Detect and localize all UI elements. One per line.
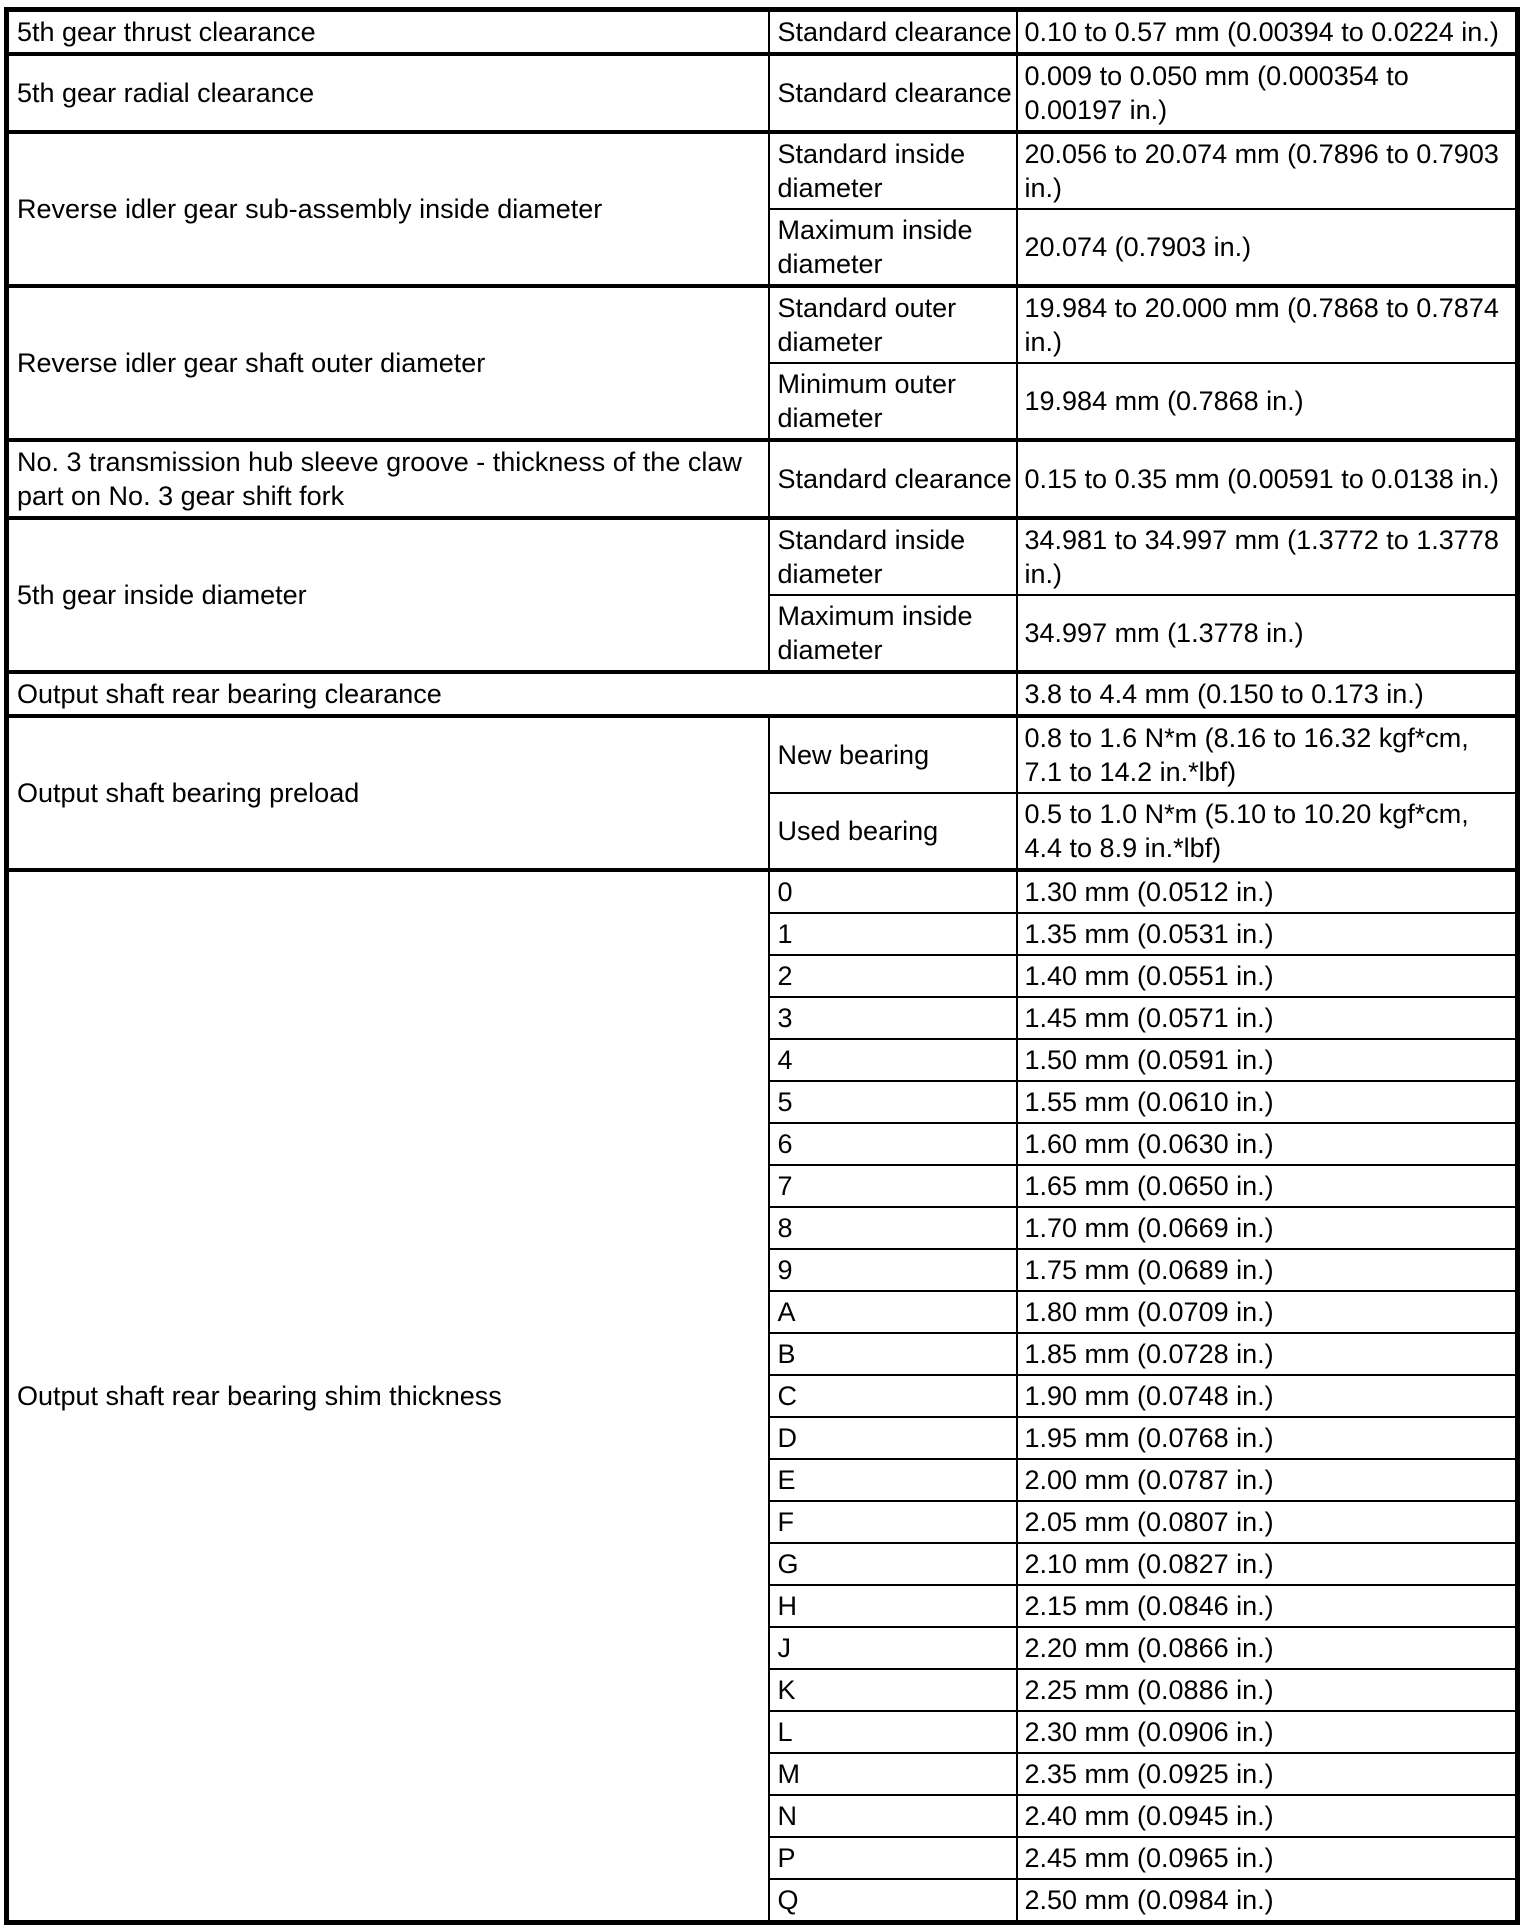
spec-condition-cell: L	[769, 1711, 1017, 1753]
spec-condition-cell: 9	[769, 1249, 1017, 1291]
spec-condition-cell: 3	[769, 997, 1017, 1039]
spec-value-cell: 2.20 mm (0.0866 in.)	[1017, 1627, 1518, 1669]
spec-value-cell: 1.90 mm (0.0748 in.)	[1017, 1375, 1518, 1417]
spec-condition-cell: C	[769, 1375, 1017, 1417]
specifications-table	[4, 7, 1520, 1925]
spec-condition-cell: K	[769, 1669, 1017, 1711]
spec-value-cell: 1.85 mm (0.0728 in.)	[1017, 1333, 1518, 1375]
spec-condition-cell: Standard clearance	[769, 54, 1017, 132]
spec-value-cell: 1.35 mm (0.0531 in.)	[1017, 913, 1518, 955]
spec-item-cell: No. 3 transmission hub sleeve groove - thickness of the claw part on No. 3 gear shift fork	[7, 440, 769, 518]
spec-value-cell: 2.45 mm (0.0965 in.)	[1017, 1837, 1518, 1879]
spec-value-cell: 2.50 mm (0.0984 in.)	[1017, 1879, 1518, 1923]
spec-value-cell: 34.997 mm (1.3778 in.)	[1017, 595, 1518, 672]
spec-row	[7, 518, 1518, 595]
spec-condition-cell: Used bearing	[769, 793, 1017, 870]
spec-row	[7, 672, 1518, 716]
spec-condition-cell: 1	[769, 913, 1017, 955]
spec-condition-cell: D	[769, 1417, 1017, 1459]
spec-value-cell: 2.30 mm (0.0906 in.)	[1017, 1711, 1518, 1753]
spec-value-cell: 0.10 to 0.57 mm (0.00394 to 0.0224 in.)	[1017, 10, 1518, 55]
spec-item-cell: 5th gear inside diameter	[7, 518, 769, 672]
spec-condition-cell: 5	[769, 1081, 1017, 1123]
spec-value-cell: 34.981 to 34.997 mm (1.3772 to 1.3778 in.)	[1017, 518, 1518, 595]
spec-condition-cell: 4	[769, 1039, 1017, 1081]
spec-row	[7, 54, 1518, 132]
spec-value-cell: 3.8 to 4.4 mm (0.150 to 0.173 in.)	[1017, 672, 1518, 716]
spec-value-cell: 0.009 to 0.050 mm (0.000354 to 0.00197 in.)	[1017, 54, 1518, 132]
spec-value-cell: 1.70 mm (0.0669 in.)	[1017, 1207, 1518, 1249]
spec-value-cell: 20.074 (0.7903 in.)	[1017, 209, 1518, 286]
spec-row	[7, 440, 1518, 518]
spec-value-cell: 0.8 to 1.6 N*m (8.16 to 16.32 kgf*cm, 7.1 to 14.2 in.*lbf)	[1017, 716, 1518, 793]
spec-condition-cell: P	[769, 1837, 1017, 1879]
spec-value-cell: 2.10 mm (0.0827 in.)	[1017, 1543, 1518, 1585]
spec-condition-cell: Standard clearance	[769, 440, 1017, 518]
spec-value-cell: 1.65 mm (0.0650 in.)	[1017, 1165, 1518, 1207]
spec-row	[7, 286, 1518, 363]
spec-value-cell: 1.40 mm (0.0551 in.)	[1017, 955, 1518, 997]
spec-condition-cell: E	[769, 1459, 1017, 1501]
spec-value-cell: 2.00 mm (0.0787 in.)	[1017, 1459, 1518, 1501]
spec-condition-cell: Minimum outer diameter	[769, 363, 1017, 440]
spec-condition-cell: Maximum inside diameter	[769, 595, 1017, 672]
spec-value-cell: 0.5 to 1.0 N*m (5.10 to 10.20 kgf*cm, 4.4 to 8.9 in.*lbf)	[1017, 793, 1518, 870]
spec-value-cell: 2.40 mm (0.0945 in.)	[1017, 1795, 1518, 1837]
spec-condition-cell: 8	[769, 1207, 1017, 1249]
spec-row	[7, 132, 1518, 209]
spec-condition-cell: A	[769, 1291, 1017, 1333]
spec-value-cell: 1.50 mm (0.0591 in.)	[1017, 1039, 1518, 1081]
spec-condition-cell: H	[769, 1585, 1017, 1627]
spec-condition-cell: Standard inside diameter	[769, 518, 1017, 595]
spec-condition-cell: Standard outer diameter	[769, 286, 1017, 363]
spec-item-cell: 5th gear radial clearance	[7, 54, 769, 132]
spec-condition-cell: 0	[769, 870, 1017, 913]
spec-condition-cell: Standard inside diameter	[769, 132, 1017, 209]
spec-value-cell: 2.25 mm (0.0886 in.)	[1017, 1669, 1518, 1711]
spec-condition-cell: 7	[769, 1165, 1017, 1207]
spec-condition-cell: J	[769, 1627, 1017, 1669]
spec-value-cell: 19.984 to 20.000 mm (0.7868 to 0.7874 in.)	[1017, 286, 1518, 363]
spec-condition-cell: N	[769, 1795, 1017, 1837]
spec-value-cell: 0.15 to 0.35 mm (0.00591 to 0.0138 in.)	[1017, 440, 1518, 518]
spec-condition-cell: M	[769, 1753, 1017, 1795]
spec-row	[7, 10, 1518, 55]
spec-item-cell: 5th gear thrust clearance	[7, 10, 769, 55]
spec-item-cell: Output shaft rear bearing clearance	[7, 672, 1017, 716]
spec-value-cell: 2.05 mm (0.0807 in.)	[1017, 1501, 1518, 1543]
spec-condition-cell: Q	[769, 1879, 1017, 1923]
spec-value-cell: 1.45 mm (0.0571 in.)	[1017, 997, 1518, 1039]
spec-value-cell: 1.30 mm (0.0512 in.)	[1017, 870, 1518, 913]
spec-value-cell: 1.80 mm (0.0709 in.)	[1017, 1291, 1518, 1333]
spec-item-cell: Output shaft rear bearing shim thickness	[7, 870, 769, 1923]
spec-item-cell: Reverse idler gear sub-assembly inside diameter	[7, 132, 769, 286]
spec-value-cell: 20.056 to 20.074 mm (0.7896 to 0.7903 in.)	[1017, 132, 1518, 209]
spec-condition-cell: Maximum inside diameter	[769, 209, 1017, 286]
spec-condition-cell: B	[769, 1333, 1017, 1375]
spec-row	[7, 870, 1518, 913]
spec-value-cell: 19.984 mm (0.7868 in.)	[1017, 363, 1518, 440]
spec-item-cell: Reverse idler gear shaft outer diameter	[7, 286, 769, 440]
spec-condition-cell: F	[769, 1501, 1017, 1543]
spec-condition-cell: G	[769, 1543, 1017, 1585]
spec-condition-cell: Standard clearance	[769, 10, 1017, 55]
specifications-table-body	[7, 10, 1518, 1923]
spec-value-cell: 2.15 mm (0.0846 in.)	[1017, 1585, 1518, 1627]
spec-value-cell: 1.60 mm (0.0630 in.)	[1017, 1123, 1518, 1165]
spec-value-cell: 1.55 mm (0.0610 in.)	[1017, 1081, 1518, 1123]
spec-row	[7, 716, 1518, 793]
spec-item-cell: Output shaft bearing preload	[7, 716, 769, 870]
spec-condition-cell: New bearing	[769, 716, 1017, 793]
spec-value-cell: 2.35 mm (0.0925 in.)	[1017, 1753, 1518, 1795]
spec-value-cell: 1.75 mm (0.0689 in.)	[1017, 1249, 1518, 1291]
spec-condition-cell: 6	[769, 1123, 1017, 1165]
spec-condition-cell: 2	[769, 955, 1017, 997]
spec-value-cell: 1.95 mm (0.0768 in.)	[1017, 1417, 1518, 1459]
